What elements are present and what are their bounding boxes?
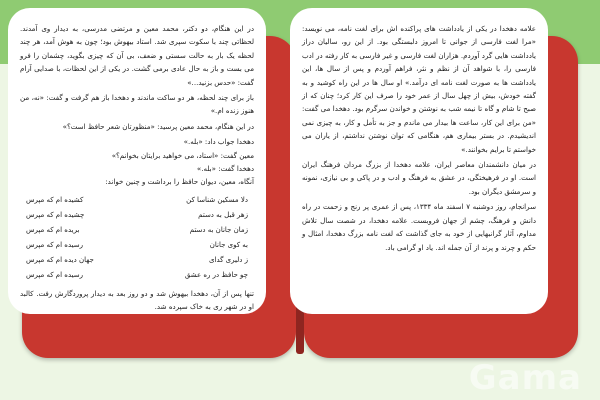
poem-hemistich-first: ز دلیری گدای [209,255,248,264]
poem-hemistich-second: بریده ام که مپرس [26,225,80,234]
dialogue-reply-2: دهخدا گفت: «بله.» [196,164,254,174]
right-paragraph-3: سرانجام، روز دوشنبه ۷ اسفند ماه ۱۳۳۴، پس از عمری پر رنج و زحمت در راه دانش و فرهنگ، چشم از جهان فروبست. علامه دهخدا، در شصت سال تلاش مداوم، آثار گرانبهایی از خود به جای گذاشت که لغت نامه بزرگ دهخدا، امثال و حکم و چرند و پرند از آن جمله اند. یاد او گرامی باد. [302,202,537,252]
poem-hemistich-second: چشیده ام که مپرس [26,210,85,219]
left-paragraph-3: در این هنگام، محمد معین پرسید: «منظورتان شعر حافظ است؟» [62,121,254,131]
poem-block [20,193,254,283]
poem-verse [20,253,254,268]
right-paragraph-2: در میان دانشمندان معاصر ایران، علامه دهخدا از بزرگ مردان فرهنگ ایران است. او در فرهیختگی، در عشق به فرهنگ و ادب و در پاکی و بی نیازی، نمونه و سرمشق دیگران بود. [302,160,536,196]
right-paragraph-1: علامه دهخدا در یکی از یادداشت های پراکنده اش برای لغت نامه، می نویسد: «مرا لغت فارسی از جوانی تا امروز دلبستگی بود. از این رو، سالیان دراز یادداشت هایی گرد آوردم. هزاران لغت فارسی و غیر فارسی به کار رفته در ادب فارسی را، با شواهد آن از نظم و نثر، فراهم آوردم و پس از سال ها، این یادداشت ها به صورت لغت نامه ای درآمد.» او سال ها در این راه کوشید و به گفته خودش، بیش از چهل سال از عمر خود را صرف این کار کرد؛ چنان که از صبح تا شام و گاه تا نیمه شب به نوشتن و خواندن سرگرم بود. دهخدا می گفت: «من برای این کار، ساعت ها بیدار می ماندم و جز به تأمل و کار، به چیزی نمی اندیشیدم. در بستر بیماری هم، هنگامی که توان نوشتن نداشتم، از یاران می خواستم تا برایم بخوانند.» [302,24,536,154]
poem-hemistich-first: زمان جانان به دستم [189,225,248,234]
right-page [290,8,548,314]
poem-hemistich-second: رسیده ام که مپرس [26,270,84,279]
left-paragraph-2: باز برای چند لحظه، هر دو ساکت ماندند و دهخدا باز هم گرفت و گفت: «نه، من هنوز زنده ام.» [20,93,254,116]
poem-hemistich-second: کشیده ام که مپرس [26,195,84,204]
poem-hemistich-first: زهر قبل به دستم [198,210,248,219]
left-intro-paragraph: در این هنگام، دو دکتر، محمد معین و مرتضی مدرسی، به دیدار وی آمدند. لحظاتی چند با سکوت سپری شد. استاد بیهوش بود؛ چون به هوش آمد، هر چند لحظه یک بار به حالت سستی و ضعف، بی آن که چیزی بگوید، چشمان را فرو می بست و باز به حال عادی برمی گشت. در یکی از این لحظات، با صدایی آرام گفت: «حدس بزنید...» [20,24,254,87]
poem-verse [20,223,254,238]
poem-hemistich-first: دلا مسکین شناسا کن [186,195,248,204]
poem-hemistich-second: رسیده ام که مپرس [26,240,84,249]
gama-watermark-logo: Gama [468,358,582,398]
left-paragraph-4: آنگاه، معین، دیوان حافظ را برداشت و چنین خواند: [105,177,254,187]
dialogue-question-2: معین گفت: «استاد، می خواهید برایتان بخوانم؟» [111,150,254,160]
left-outro-paragraph: تنها پس از آن، دهخدا بیهوش شد و دو روز بعد به دیدار پروردگارش رفت. کالبد او در شهر ری به خاک سپرده شد. [20,288,254,312]
poem-verse [20,193,254,208]
poem-hemistich-first: چو حافظ در ره عشق [184,270,248,279]
poem-verse [20,268,254,283]
poem-verse [20,208,254,223]
poem-hemistich-first: به کوی جانان [209,240,248,249]
left-page [8,8,266,314]
poem-hemistich-second: جهان دیده ام که مپرس [26,255,94,264]
poem-verse [20,238,254,253]
dialogue-reply-1: دهخدا جواب داد: «بله.» [183,137,254,147]
